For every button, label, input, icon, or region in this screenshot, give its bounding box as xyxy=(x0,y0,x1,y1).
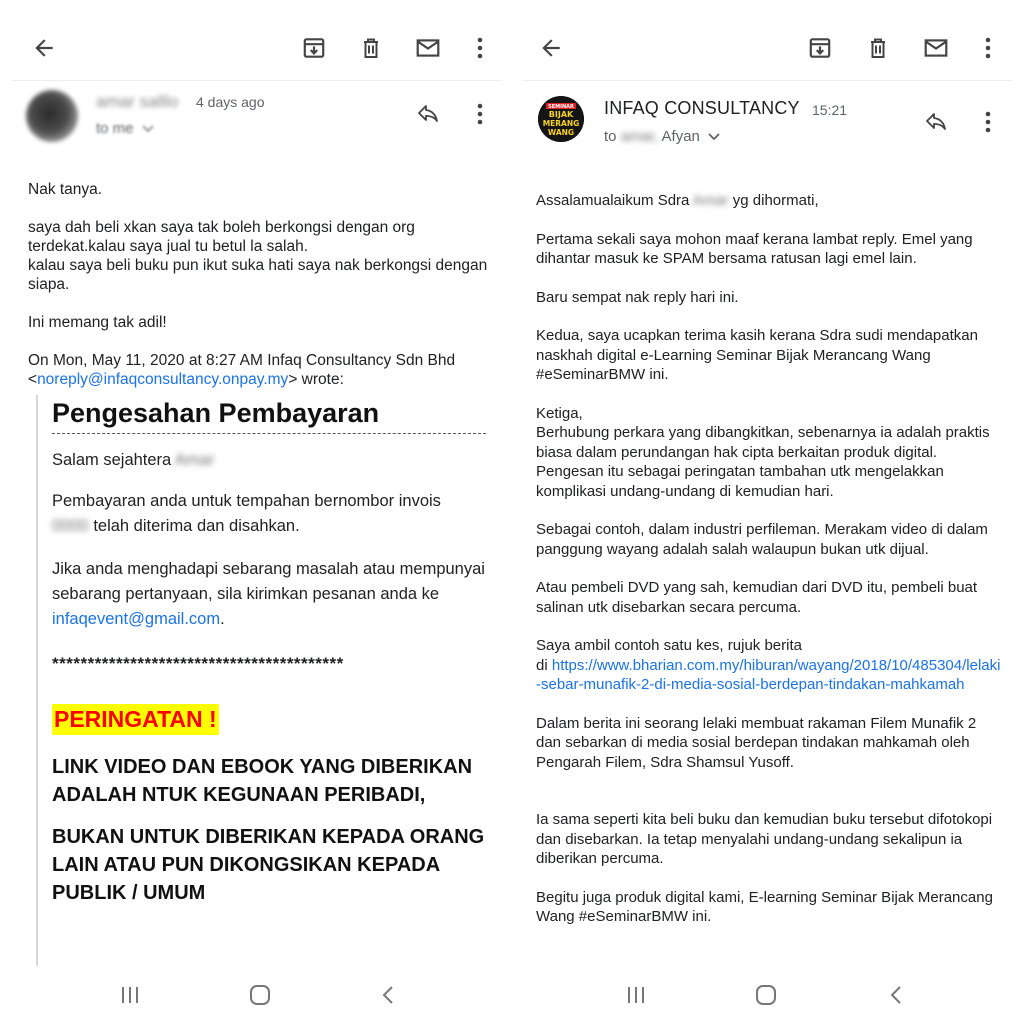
recipient-hidden: amar, xyxy=(620,128,659,145)
email-header xyxy=(516,90,1018,170)
paragraph-dvd: Atau pembeli DVD yang sah, kemudian dari DVD itu, pembeli buat salinan utk disebarkan secara percuma. xyxy=(536,579,978,616)
paragraph-news: Dalam berita ini seorang lelaki membuat rakaman Filem Munafik 2 dan sebarkan di media sosial berdepan tindakan mahkamah oleh Pengarah Filem, Sdra Shamsul Yusoff. xyxy=(536,714,977,771)
stars-divider: ***************************************** xyxy=(52,654,344,673)
email-body xyxy=(536,191,1004,946)
avatar-text-3: MERANG xyxy=(542,119,580,128)
toolbar-divider xyxy=(522,80,1012,81)
body-line: saya dah beli xkan saya tak boleh berkongsi dengan org terdekat.kalau saya jual tu betul la salah. xyxy=(28,219,415,255)
paragraph-cinema: Sebagai contoh, dalam industri perfileman. Merakam video di dalam panggung wayang adalah salah walaupun bukan utk dijual. xyxy=(536,521,988,558)
dashed-divider xyxy=(52,433,486,434)
news-link[interactable]: https://www.bharian.com.my/hiburan/wayang/2018/10/485304/lelaki-sebar-munafik-2-di-media-sosial-berdepan-tindakan-mahkamah xyxy=(536,656,1001,693)
recent-apps-icon[interactable] xyxy=(616,976,656,1014)
archive-icon[interactable] xyxy=(294,22,334,74)
quoted-message xyxy=(36,395,498,966)
avatar-text-1: SEMINAR xyxy=(548,104,574,110)
greeting-name: Amar xyxy=(692,192,729,209)
system-nav-bar xyxy=(6,966,508,1024)
home-icon[interactable] xyxy=(240,976,280,1014)
sender-name: amar salllo xyxy=(96,92,179,111)
recipient-toggle[interactable] xyxy=(96,120,154,137)
recipient-name: Afyan xyxy=(661,128,700,145)
example-text: Saya ambil contoh satu kes, rujuk berita xyxy=(536,637,802,654)
email-time: 4 days ago xyxy=(196,94,265,110)
warning-label: PERINGATAN ! xyxy=(52,704,219,735)
toolbar-divider xyxy=(12,80,502,81)
more-vert-icon[interactable] xyxy=(968,22,1008,74)
body-line: kalau saya beli buku pun ikut suka hati saya nak berkongsi dengan siapa. xyxy=(28,257,488,293)
mail-icon[interactable] xyxy=(916,22,956,74)
avatar[interactable] xyxy=(538,96,584,142)
contact-end: . xyxy=(220,610,225,628)
system-nav-bar xyxy=(516,966,1018,1024)
chevron-down-icon xyxy=(708,133,720,141)
more-vert-icon[interactable] xyxy=(460,22,500,74)
contact-email-link[interactable]: infaqevent@gmail.com xyxy=(52,610,221,628)
back-arrow-icon[interactable] xyxy=(24,22,64,74)
recent-apps-icon[interactable] xyxy=(110,976,150,1014)
delete-icon[interactable] xyxy=(858,22,898,74)
payment-status-text: telah diterima dan disahkan. xyxy=(93,517,300,535)
avatar-text-4: WANG xyxy=(547,128,575,137)
body-line: Ini memang tak adil! xyxy=(28,314,167,331)
contact-info xyxy=(52,557,498,632)
invoice-number: 0000 xyxy=(52,517,89,535)
recipient-label: to me xyxy=(96,120,134,137)
app-toolbar xyxy=(516,22,1018,74)
seminar-logo-icon xyxy=(538,96,584,142)
greeting-end: yg dihormati, xyxy=(732,192,819,209)
nav-back-icon[interactable] xyxy=(876,976,916,1014)
email-body xyxy=(28,180,492,389)
archive-icon[interactable] xyxy=(800,22,840,74)
caps-notice-2: BUKAN UNTUK DIBERIKAN KEPADA ORANG LAIN ATAU PUN DIKONGSIKAN KEPADA PUBLIK / UMUM xyxy=(52,826,485,904)
chevron-down-icon xyxy=(142,125,154,133)
reply-icon[interactable] xyxy=(918,104,954,140)
home-icon[interactable] xyxy=(746,976,786,1014)
avatar[interactable] xyxy=(26,90,78,142)
mail-icon[interactable] xyxy=(408,22,448,74)
avatar-text-2: BIJAK xyxy=(548,110,574,119)
greeting-name: Amar xyxy=(174,451,215,469)
reply-icon[interactable] xyxy=(410,96,446,132)
greeting-text: Assalamualaikum Sdra xyxy=(536,192,690,209)
greeting xyxy=(536,191,1004,211)
left-email-panel xyxy=(6,0,508,1024)
back-arrow-icon[interactable] xyxy=(531,22,571,74)
more-vert-icon[interactable] xyxy=(462,96,498,132)
paragraph-copyright: Ketiga, Berhubung perkara yang dibangkitkan, sebenarnya ia adalah praktis biasa dalam perundangan hak cipta berkaitan produk digital. Pengesan itu sebagai peringatan tambahan utk mengelakkan komplikasi undang-undang di kemudian hari. xyxy=(536,404,990,500)
example-di: di xyxy=(536,656,548,674)
quote-email-link[interactable]: noreply@infaqconsultancy.onpay.my xyxy=(37,371,289,388)
email-header xyxy=(6,90,508,170)
paragraph-digital: Begitu juga produk digital kami, E-learning Seminar Bijak Merancang Wang #eSeminarBMW ini. xyxy=(536,888,993,925)
quoted-title: Pengesahan Pembayaran xyxy=(52,398,380,428)
quote-header-open: < xyxy=(28,371,38,388)
caps-notice-1: LINK VIDEO DAN EBOOK YANG DIBERIKAN ADALAH NTUK KEGUNAAN PERIBADI, xyxy=(52,756,473,806)
paragraph-reply: Baru sempat nak reply hari ini. xyxy=(536,288,739,306)
quote-header-text: On Mon, May 11, 2020 at 8:27 AM Infaq Consultancy Sdn Bhd xyxy=(28,352,456,369)
paragraph-book: Ia sama seperti kita beli buku dan kemudian buku tersebut difotokopi dan disebarkan. Ia tetap menyalahi undang-undang sekalipun ia diberikan percuma. xyxy=(536,811,993,867)
paragraph-apology: Pertama sekali saya mohon maaf kerana lambat reply. Emel yang dihantar masuk ke SPAM bersama ratusan lagi emel lain. xyxy=(536,230,973,267)
greeting xyxy=(52,448,498,473)
delete-icon[interactable] xyxy=(351,22,391,74)
app-toolbar xyxy=(6,22,508,74)
nav-back-icon[interactable] xyxy=(368,976,408,1014)
panel-divider xyxy=(508,0,516,1024)
quote-header-close: > wrote: xyxy=(288,371,344,388)
paragraph-thanks: Kedua, saya ucapkan terima kasih kerana Sdra sudi mendapatkan naskhah digital e-Learning Seminar Bijak Merancang Wang #eSeminarBMW ini. xyxy=(536,327,978,383)
sender-name: INFAQ CONSULTANCY xyxy=(604,98,800,118)
greeting-text: Salam sejahtera xyxy=(52,451,172,469)
payment-text: Pembayaran anda untuk tempahan bernombor invois xyxy=(52,492,441,510)
quote-header xyxy=(28,351,492,389)
email-time: 15:21 xyxy=(812,102,848,118)
right-email-panel xyxy=(516,0,1018,1024)
recipient-label: to xyxy=(604,128,617,145)
more-vert-icon[interactable] xyxy=(970,104,1006,140)
body-line: Nak tanya. xyxy=(28,181,103,198)
payment-confirmation xyxy=(52,489,498,539)
paragraph-example xyxy=(536,636,1004,695)
recipient-toggle[interactable] xyxy=(604,128,720,145)
contact-text: Jika anda menghadapi sebarang masalah atau mempunyai sebarang pertanyaan, sila kirimkan pesanan anda ke xyxy=(52,560,485,603)
